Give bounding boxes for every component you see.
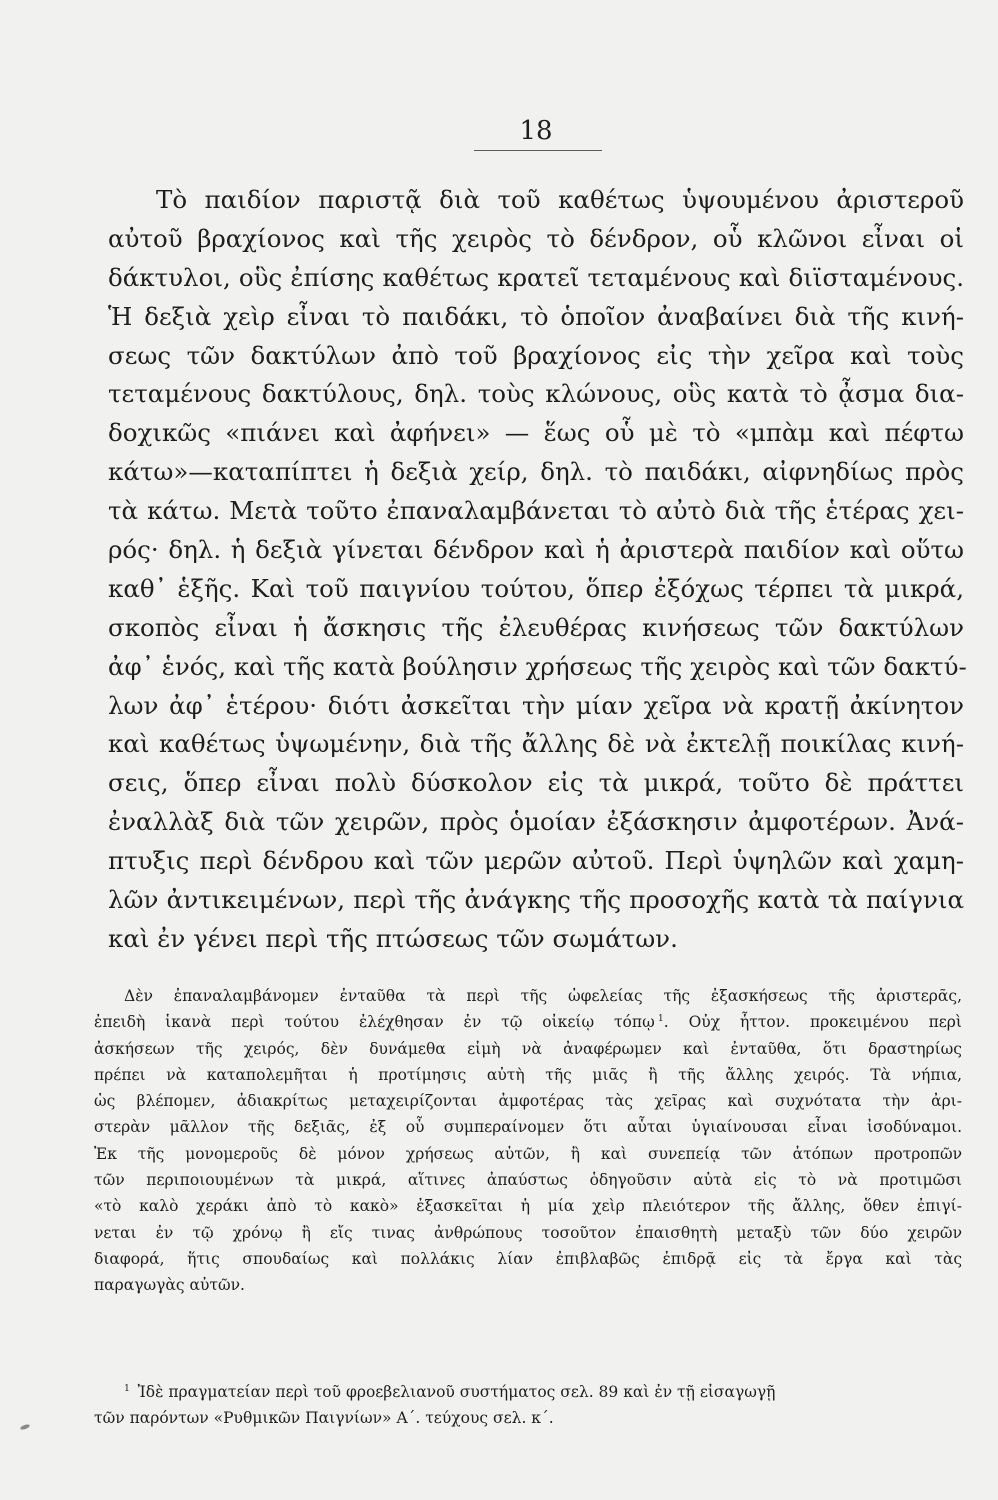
text-line: πτυξις περὶ δένδρου καὶ τῶν μερῶν αὐτοῦ. Περὶ ὑψηλῶν καὶ χαμη-	[108, 846, 964, 876]
text-line: σεως τῶν δακτύλων ἀπὸ τοῦ βραχίονος εἰς τὴν χεῖρα καὶ τοὺς	[108, 340, 964, 370]
text-line: καὶ ἐν γένει περὶ τῆς πτώσεως τῶν σωμάτων.	[108, 923, 678, 953]
note-line: τῶν περιποιουμένων τὰ μικρά, αἵτινες ἀπαύστως ὁδηγοῦσιν αὐτὰ εἰς τὸ νὰ προτιμῶσι	[94, 1171, 962, 1190]
paper-speck	[20, 1423, 31, 1430]
text-line: καὶ καθέτως ὑψωμένην, διὰ τῆς ἄλλης δὲ νὰ ἐκτελῇ ποικίλας κινή-	[108, 729, 964, 759]
header-rule	[474, 150, 602, 151]
footnote	[94, 1379, 962, 1431]
note-line-tail: . Οὐχ ἧττον. προκειμένου περὶ	[663, 1013, 962, 1032]
text-line: λων ἀφ᾽ ἑτέρου· διότι ἀσκεῖται τὴν μίαν χεῖρα νὰ κρατῇ ἀκίνητον	[108, 690, 964, 720]
footnote-text: Ἰδὲ πραγματείαν περὶ τοῦ φροεβελιανοῦ συστήματος σελ. 89 καὶ ἐν τῇ εἰσαγωγῇ	[137, 1383, 776, 1401]
text-line: αὐτοῦ βραχίονος καὶ τῆς χειρὸς τὸ δένδρον, οὗ κλῶνοι εἶναι οἱ	[108, 223, 964, 253]
footnote-line	[94, 1379, 962, 1405]
text-line: ρός· δηλ. ἡ δεξιὰ γίνεται δένδρον καὶ ἡ ἀριστερὰ παιδίον καὶ οὕτω	[108, 535, 964, 565]
note-line: Δὲν ἐπαναλαμβάνομεν ἐνταῦθα τὰ περὶ τῆς ὠφελείας τῆς ἐξασκήσεως τῆς ἀριστερᾶς,	[124, 987, 962, 1005]
note-line: «τὸ καλὸ χεράκι ἀπὸ τὸ κακὸ» ἐξασκεῖται ἡ μία χεὶρ πλειότερον τῆς ἄλλης, ὅθεν ἐπιγί-	[94, 1197, 962, 1216]
footnote-line: τῶν παρόντων «Ρυθμικῶν Παιγνίων» Α΄. τεύχους σελ. κ΄.	[94, 1409, 554, 1427]
note-line-head: ἐπειδὴ ἱκανὰ περὶ τούτου ἐλέχθησαν ἐν τῷ οἰκείῳ τόπῳ	[94, 1013, 655, 1032]
note-line: πρέπει νὰ καταπολεμῆται ἡ προτίμησις αὐτὴ τῆς μιᾶς ἢ τῆς ἄλλης χειρός. Τὰ νήπια,	[94, 1065, 962, 1084]
note-line: ὡς βλέπομεν, ἀδιακρίτως μεταχειρίζονται ἀμφοτέρας τὰς χεῖρας καὶ συχνότατα τὴν ἀρι-	[94, 1092, 962, 1111]
note-line: στερὰν μᾶλλον τῆς δεξιᾶς, ἐξ οὗ συμπεραίνομεν ὅτι αὗται ὑγιαίνουσαι εἶναι ἰσοδύναμοι.	[94, 1118, 962, 1137]
text-line: δάκτυλοι, οὓς ἐπίσης καθέτως κρατεῖ τεταμένους καὶ διϊσταμένους.	[108, 262, 964, 292]
note-line: Ἐκ τῆς μονομεροῦς δὲ μόνον χρήσεως αὐτῶν, ἢ καὶ συνεπείᾳ τῶν ἀτόπων προτροπῶν	[94, 1144, 962, 1163]
text-line: ἐναλλὰξ διὰ τῶν χειρῶν, πρὸς ὁμοίαν ἐξάσκησιν ἀμφοτέρων. Ἀνά-	[108, 807, 964, 837]
text-line: Τὸ παιδίον παριστᾷ διὰ τοῦ καθέτως ὑψουμένου ἀριστεροῦ	[156, 185, 964, 214]
text-line: κάτω»—καταπίπτει ἡ δεξιὰ χείρ, δηλ. τὸ παιδάκι, αἰφνηδίως πρὸς	[108, 457, 964, 487]
note-line: νεται ἐν τῷ χρόνῳ ἢ εἴς τινας ἀνθρώπους τοσοῦτον ἐπαισθητὴ μεταξὺ τῶν δύο χειρῶν	[94, 1223, 962, 1242]
text-line: λῶν ἀντικειμένων, περὶ τῆς ἀνάγκης τῆς προσοχῆς κατὰ τὰ παίγνια	[108, 885, 964, 915]
note-line	[94, 1009, 962, 1035]
note-line: διαφορά, ἥτις σπουδαίως καὶ πολλάκις λίαν ἐπιβλαβῶς ἐπιδρᾷ εἰς τὰ ἔργα καὶ τὰς	[94, 1249, 962, 1268]
text-line: σκοπὸς εἶναι ἡ ἄσκησις τῆς ἐλευθέρας κινήσεως τῶν δακτύλων	[108, 612, 964, 642]
text-line: τεταμένους δακτύλους, δηλ. τοὺς κλώνους, οὓς κατὰ τὸ ᾆσμα δια-	[108, 379, 964, 409]
page-number: 18	[519, 116, 553, 146]
main-paragraph	[108, 181, 967, 959]
text-line: τὰ κάτω. Μετὰ τοῦτο ἐπαναλαμβάνεται τὸ αὐτὸ διὰ τῆς ἑτέρας χει-	[108, 496, 964, 526]
text-line: σεις, ὅπερ εἶναι πολὺ δύσκολον εἰς τὰ μικρά, τοῦτο δὲ πράττει	[108, 768, 964, 798]
text-line: Ἡ δεξιὰ χεὶρ εἶναι τὸ παιδάκι, τὸ ὁποῖον ἀναβαίνει διὰ τῆς κινή-	[108, 301, 964, 331]
text-line: καθ᾽ ἑξῆς. Καὶ τοῦ παιγνίου τούτου, ὅπερ ἐξόχως τέρπει τὰ μικρά,	[108, 573, 964, 603]
note-line: παραγωγὰς αὐτῶν.	[94, 1276, 245, 1295]
footnote-marker: 1	[124, 1382, 130, 1394]
footnote-reference[interactable]: 1	[657, 1013, 664, 1025]
note-line: ἀσκήσεων τῆς χειρός, δὲν δυνάμεθα εἰμὴ νὰ ἀναφέρωμεν καὶ ἐνταῦθα, ὅτι δραστηρίως	[94, 1039, 962, 1058]
note-paragraph	[94, 983, 962, 1299]
text-line: ἀφ᾽ ἑνός, καὶ τῆς κατὰ βούλησιν χρήσεως τῆς χειρὸς καὶ τῶν δακτύ-	[108, 651, 967, 681]
text-line: δοχικῶς «πιάνει καὶ ἀφήνει» — ἕως οὗ μὲ τὸ «μπὰμ καὶ πέφτω	[108, 418, 964, 448]
